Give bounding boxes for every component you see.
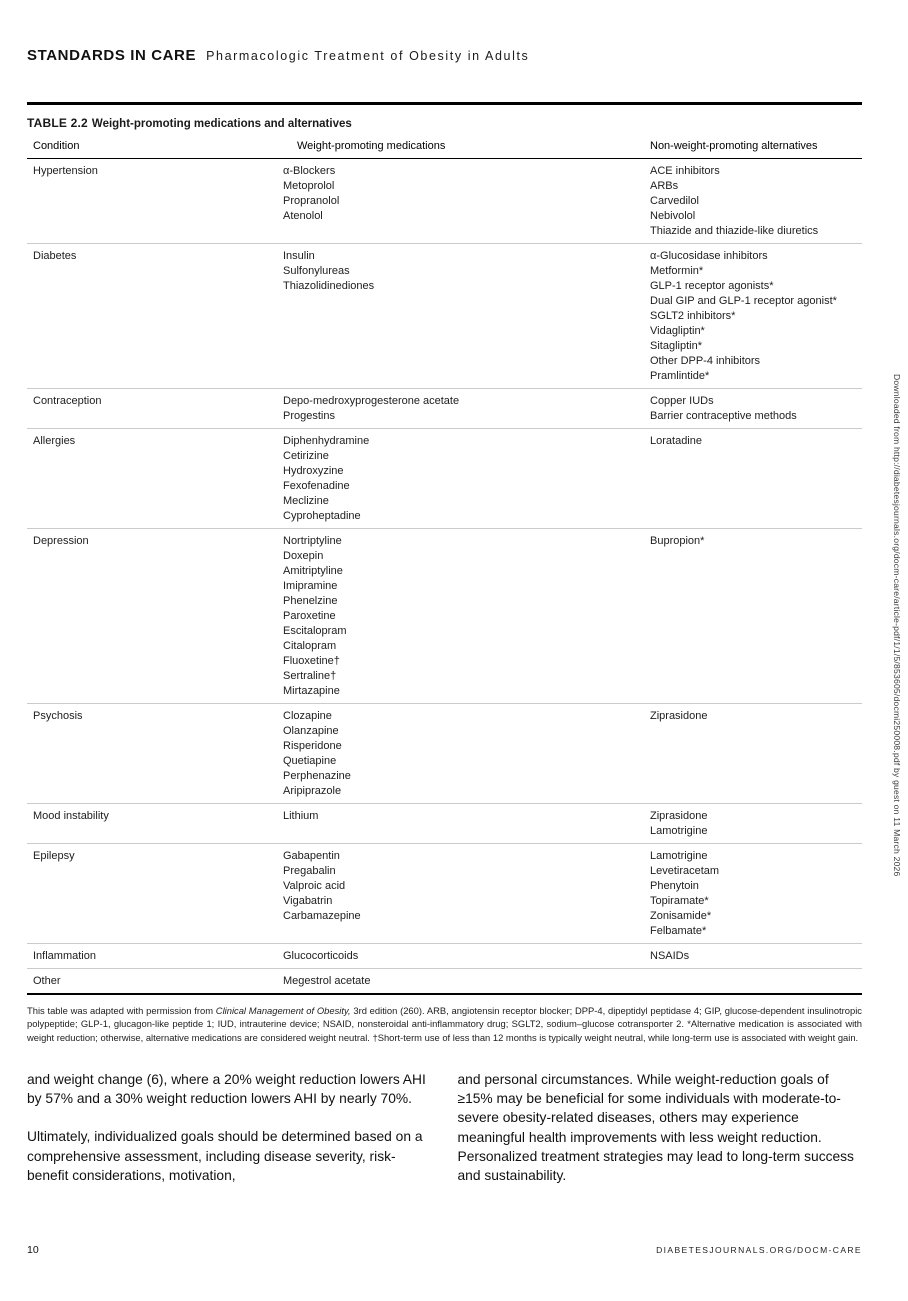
table-cell-line: Lithium bbox=[283, 810, 319, 822]
table-cell-line: Nebivolol bbox=[650, 210, 696, 222]
table-row bbox=[27, 968, 862, 993]
column-header-condition: Condition bbox=[33, 140, 80, 152]
table-label: TABLE 2.2 bbox=[27, 116, 88, 130]
table-cell-line: Thiazide and thiazide-like diuretics bbox=[650, 225, 819, 237]
table-cell-line: Allergies bbox=[33, 435, 76, 447]
table-cell-line: Depo-medroxyprogesterone acetate bbox=[283, 395, 460, 407]
alternatives-cell bbox=[650, 249, 862, 384]
condition-cell bbox=[33, 709, 283, 799]
table-cell-line: Carbamazepine bbox=[283, 910, 361, 922]
alternatives-cell bbox=[650, 709, 862, 799]
medications-cell bbox=[283, 974, 650, 989]
table-caption bbox=[27, 116, 862, 130]
table-row bbox=[27, 943, 862, 968]
table-cell-line: Meclizine bbox=[283, 495, 329, 507]
condition-cell bbox=[33, 974, 283, 989]
table-cell-line: Mirtazapine bbox=[283, 685, 340, 697]
table-cell-line: Pregabalin bbox=[283, 865, 336, 877]
medications-cell bbox=[283, 809, 650, 839]
table-cell-line: Gabapentin bbox=[283, 850, 340, 862]
table-cell-line: Pramlintide* bbox=[650, 370, 710, 382]
table-cell-line: Depression bbox=[33, 535, 89, 547]
table-cell-line: Perphenazine bbox=[283, 770, 351, 782]
table-cell-line: Risperidone bbox=[283, 740, 342, 752]
alternatives-cell bbox=[650, 974, 862, 989]
alternatives-cell bbox=[650, 849, 862, 939]
journal-url: DIABETESJOURNALS.ORG/DOCM-CARE bbox=[656, 1245, 862, 1255]
table-cell-line: ARBs bbox=[650, 180, 679, 192]
condition-cell bbox=[33, 249, 283, 384]
table-row bbox=[27, 703, 862, 803]
medications-cell bbox=[283, 434, 650, 524]
table-cell-line: GLP-1 receptor agonists* bbox=[650, 280, 774, 292]
table-cell-line: Dual GIP and GLP-1 receptor agonist* bbox=[650, 295, 837, 307]
table-cell-line: ACE inhibitors bbox=[650, 165, 720, 177]
table-cell-line: Nortriptyline bbox=[283, 535, 342, 547]
alternatives-cell bbox=[650, 949, 862, 964]
medications-cell bbox=[283, 164, 650, 239]
table-cell-line: NSAIDs bbox=[650, 950, 690, 962]
table-cell-line: Sitagliptin* bbox=[650, 340, 702, 352]
table-body bbox=[27, 159, 862, 993]
table-top-rule bbox=[27, 102, 862, 105]
footnote-suffix: 3rd edition (260). ARB, angiotensin receptor blocker; DPP-4, dipeptidyl peptidase 4; GIP, glucose-dependent insulinotropic polypeptide; GLP-1, glucagon-like peptide 1; IUD, intrauterine device; NSAID, nonsteroidal anti-inflammatory drug; SGLT2, sodium–glucose cotransporter 2. *Alternative medication is associated with weight reduction; otherwise, alternative medications are considered weight neutral. †Short-term use of less than 12 months is typically weight neutral, while long-term use is associated with weight gain. bbox=[27, 1005, 862, 1043]
download-notice-vertical: Downloaded from http://diabetesjournals.org/docm-care/article-pdf/1/1/5/853605/docmi250008.pdf by guest on 11 March 2026 bbox=[892, 374, 902, 877]
table-cell-line: Lamotrigine bbox=[650, 850, 708, 862]
table-cell-line: Diphenhydramine bbox=[283, 435, 370, 447]
table-cell-line: Bupropion* bbox=[650, 535, 705, 547]
article-title: Pharmacologic Treatment of Obesity in Adults bbox=[206, 49, 530, 63]
table-row bbox=[27, 428, 862, 528]
table-cell-line: Other bbox=[33, 975, 61, 987]
medications-cell bbox=[283, 709, 650, 799]
table-cell-line: Clozapine bbox=[283, 710, 332, 722]
page-number: 10 bbox=[27, 1244, 39, 1256]
table-bottom-rule bbox=[27, 993, 862, 995]
condition-cell bbox=[33, 394, 283, 424]
table-cell-line: Mood instability bbox=[33, 810, 109, 822]
table-cell-line: α-Blockers bbox=[283, 165, 336, 177]
table-row bbox=[27, 388, 862, 428]
condition-cell bbox=[33, 434, 283, 524]
table-cell-line: Lamotrigine bbox=[650, 825, 708, 837]
table-cell-line: Metoprolol bbox=[283, 180, 335, 192]
alternatives-cell bbox=[650, 164, 862, 239]
table-cell-line: Inflammation bbox=[33, 950, 96, 962]
table-footnote bbox=[27, 1004, 862, 1044]
table-cell-line: Cyproheptadine bbox=[283, 510, 361, 522]
table-cell-line: Insulin bbox=[283, 250, 315, 262]
table-cell-line: Citalopram bbox=[283, 640, 337, 652]
running-head bbox=[27, 47, 862, 65]
medications-cell bbox=[283, 249, 650, 384]
table-cell-line: Amitriptyline bbox=[283, 565, 343, 577]
medications-cell bbox=[283, 849, 650, 939]
table-cell-line: Vigabatrin bbox=[283, 895, 333, 907]
table-row bbox=[27, 243, 862, 388]
table-caption-text: Weight-promoting medications and alternatives bbox=[91, 118, 352, 130]
body-paragraph: and personal circumstances. While weight-reduction goals of ≥15% may be beneficial for some individuals with moderate-to-severe obesity-related diseases, others may experience meaningful health improvements with less weight reduction. Personalized treatment strategies may lead to long-term success and sustainability. bbox=[457, 1071, 854, 1184]
condition-cell bbox=[33, 164, 283, 239]
condition-cell bbox=[33, 534, 283, 699]
table-row bbox=[27, 528, 862, 703]
table-cell-line: Loratadine bbox=[650, 435, 702, 447]
alternatives-cell bbox=[650, 534, 862, 699]
table-cell-line: α-Glucosidase inhibitors bbox=[650, 250, 768, 262]
table-cell-line: Felbamate* bbox=[650, 925, 707, 937]
table-cell-line: Topiramate* bbox=[650, 895, 709, 907]
alternatives-cell bbox=[650, 434, 862, 524]
page-footer bbox=[27, 1244, 862, 1256]
table-cell-line: Escitalopram bbox=[283, 625, 347, 637]
table-cell-line: Glucocorticoids bbox=[283, 950, 359, 962]
table-cell-line: Imipramine bbox=[283, 580, 338, 592]
table-cell-line: Progestins bbox=[283, 410, 335, 422]
footnote-source-title: Clinical Management of Obesity, bbox=[215, 1005, 351, 1016]
table-cell-line: Paroxetine bbox=[283, 610, 336, 622]
body-paragraph: and weight change (6), where a 20% weight reduction lowers AHI by 57% and a 30% weight reduction lowers AHI by nearly 70%. bbox=[27, 1071, 426, 1107]
table-cell-line: Contraception bbox=[33, 395, 102, 407]
medications-cell bbox=[283, 394, 650, 424]
table-cell-line: Megestrol acetate bbox=[283, 975, 371, 987]
table-row bbox=[27, 159, 862, 243]
table-cell-line: Hydroxyzine bbox=[283, 465, 344, 477]
table-cell-line: Fexofenadine bbox=[283, 480, 350, 492]
body-column-left bbox=[27, 1070, 432, 1186]
table-cell-line: Diabetes bbox=[33, 250, 77, 262]
table-cell-line: Hypertension bbox=[33, 165, 98, 177]
medications-cell bbox=[283, 534, 650, 699]
table-cell-line: Ziprasidone bbox=[650, 810, 708, 822]
body-column-right bbox=[458, 1070, 863, 1186]
alternatives-cell bbox=[650, 809, 862, 839]
table-cell-line: Aripiprazole bbox=[283, 785, 342, 797]
table-cell-line: Olanzapine bbox=[283, 725, 339, 737]
table-cell-line: Sertraline† bbox=[283, 670, 337, 682]
footnote-prefix: This table was adapted with permission from bbox=[27, 1005, 216, 1016]
table-cell-line: Barrier contraceptive methods bbox=[650, 410, 797, 422]
alternatives-cell bbox=[650, 394, 862, 424]
table-cell-line: Phenytoin bbox=[650, 880, 699, 892]
section-kicker: STANDARDS IN CARE bbox=[27, 47, 197, 64]
table-cell-line: Propranolol bbox=[283, 195, 340, 207]
column-header-alternatives: Non-weight-promoting alternatives bbox=[650, 140, 818, 152]
table-cell-line: Psychosis bbox=[33, 710, 83, 722]
table-cell-line: Doxepin bbox=[283, 550, 324, 562]
table-cell-line: Thiazolidinediones bbox=[283, 280, 375, 292]
table-cell-line: Vidagliptin* bbox=[650, 325, 705, 337]
condition-cell bbox=[33, 849, 283, 939]
table-cell-line: Zonisamide* bbox=[650, 910, 712, 922]
table-cell-line: Cetirizine bbox=[283, 450, 329, 462]
table-cell-line: Fluoxetine† bbox=[283, 655, 340, 667]
table-cell-line: Metformin* bbox=[650, 265, 704, 277]
table-cell-line: Valproic acid bbox=[283, 880, 346, 892]
table-cell-line: Copper IUDs bbox=[650, 395, 714, 407]
table-cell-line: Quetiapine bbox=[283, 755, 337, 767]
table-header-row bbox=[27, 140, 862, 159]
table-cell-line: Other DPP-4 inhibitors bbox=[650, 355, 761, 367]
table-cell-line: Atenolol bbox=[283, 210, 323, 222]
column-header-weight-promoting: Weight-promoting medications bbox=[297, 140, 446, 152]
body-paragraph: Ultimately, individualized goals should be determined based on a comprehensive assessment, including disease severity, risk-benefit considerations, motivation, bbox=[27, 1129, 423, 1184]
table-cell-line: Carvedilol bbox=[650, 195, 699, 207]
table-row bbox=[27, 803, 862, 843]
table-row bbox=[27, 843, 862, 943]
table-cell-line: Ziprasidone bbox=[650, 710, 708, 722]
table-cell-line: Levetiracetam bbox=[650, 865, 720, 877]
table-cell-line: Phenelzine bbox=[283, 595, 338, 607]
condition-cell bbox=[33, 949, 283, 964]
body-text-columns bbox=[27, 1070, 862, 1186]
condition-cell bbox=[33, 809, 283, 839]
table-cell-line: Sulfonylureas bbox=[283, 265, 350, 277]
table-cell-line: SGLT2 inhibitors* bbox=[650, 310, 736, 322]
medications-cell bbox=[283, 949, 650, 964]
table-cell-line: Epilepsy bbox=[33, 850, 75, 862]
